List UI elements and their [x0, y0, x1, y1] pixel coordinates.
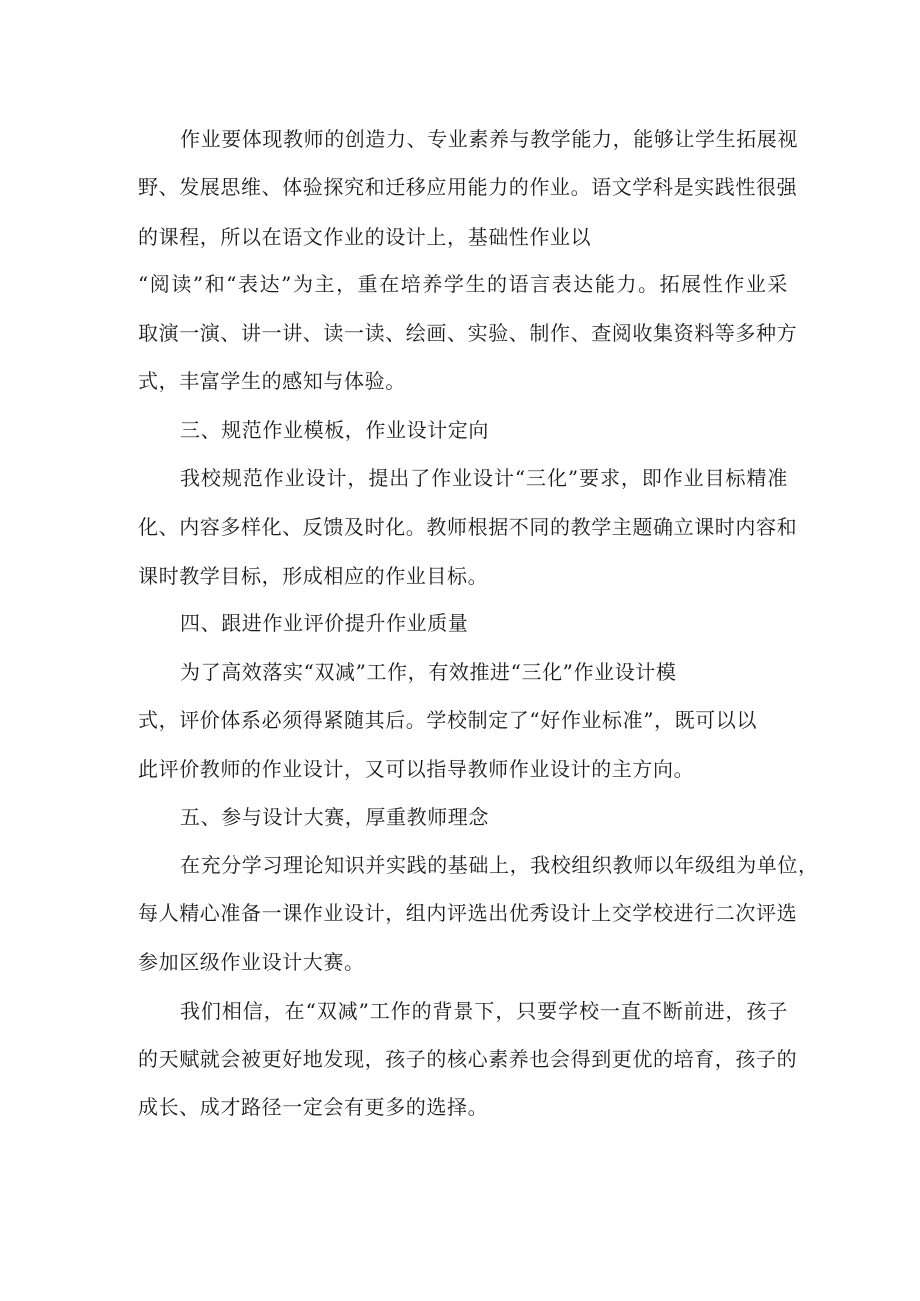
paragraph-line: 化、内容多样化、反馈及时化。教师根据不同的教学主题确立课时内容和: [138, 515, 798, 539]
paragraph-line: 为了高效落实“双减”工作，有效推进“三化”作业设计模: [180, 660, 677, 684]
paragraph-line: 取演一演、讲一讲、读一读、绘画、实验、制作、查阅收集资料等多种方: [138, 321, 798, 345]
paragraph-line: 参加区级作业设计大赛。: [138, 950, 365, 974]
paragraph-line: 式，丰富学生的感知与体验。: [138, 369, 406, 393]
paragraph-line: 在充分学习理论知识并实践的基础上，我校组织教师以年级组为单位，: [180, 853, 819, 877]
paragraph-line: 此评价教师的作业设计，又可以指导教师作业设计的主方向。: [138, 757, 695, 781]
paragraph-line: 的课程，所以在语文作业的设计上，基础性作业以: [138, 225, 592, 249]
paragraph-line: 作业要体现教师的创造力、专业素养与教学能力，能够让学生拓展视: [180, 127, 798, 151]
paragraph-line: 我们相信，在“双减”工作的背景下，只要学校一直不断前进，孩子: [180, 999, 788, 1023]
paragraph-line: 我校规范作业设计，提出了作业设计“三化”要求，即作业目标精准: [180, 466, 788, 490]
paragraph-line: 每人精心准备一课作业设计，组内评选出优秀设计上交学校进行二次评选: [138, 901, 798, 925]
paragraph-line: 野、发展思维、体验探究和迁移应用能力的作业。语文学科是实践性很强: [138, 175, 798, 199]
section-heading: 五、参与设计大赛，厚重教师理念: [180, 805, 489, 829]
paragraph-line: “阅读”和“表达”为主，重在培养学生的语言表达能力。拓展性作业采: [138, 272, 788, 296]
paragraph-line: 课时教学目标，形成相应的作业目标。: [138, 564, 489, 588]
paragraph-line: 式，评价体系必须得紧随其后。学校制定了“好作业标准”，既可以以: [138, 708, 758, 732]
paragraph-line: 成长、成才路径一定会有更多的选择。: [138, 1095, 489, 1119]
paragraph-line: 的天赋就会被更好地发现，孩子的核心素养也会得到更优的培育，孩子的: [138, 1047, 798, 1071]
section-heading: 四、跟进作业评价提升作业质量: [180, 611, 469, 635]
section-heading: 三、规范作业模板，作业设计定向: [180, 418, 489, 442]
